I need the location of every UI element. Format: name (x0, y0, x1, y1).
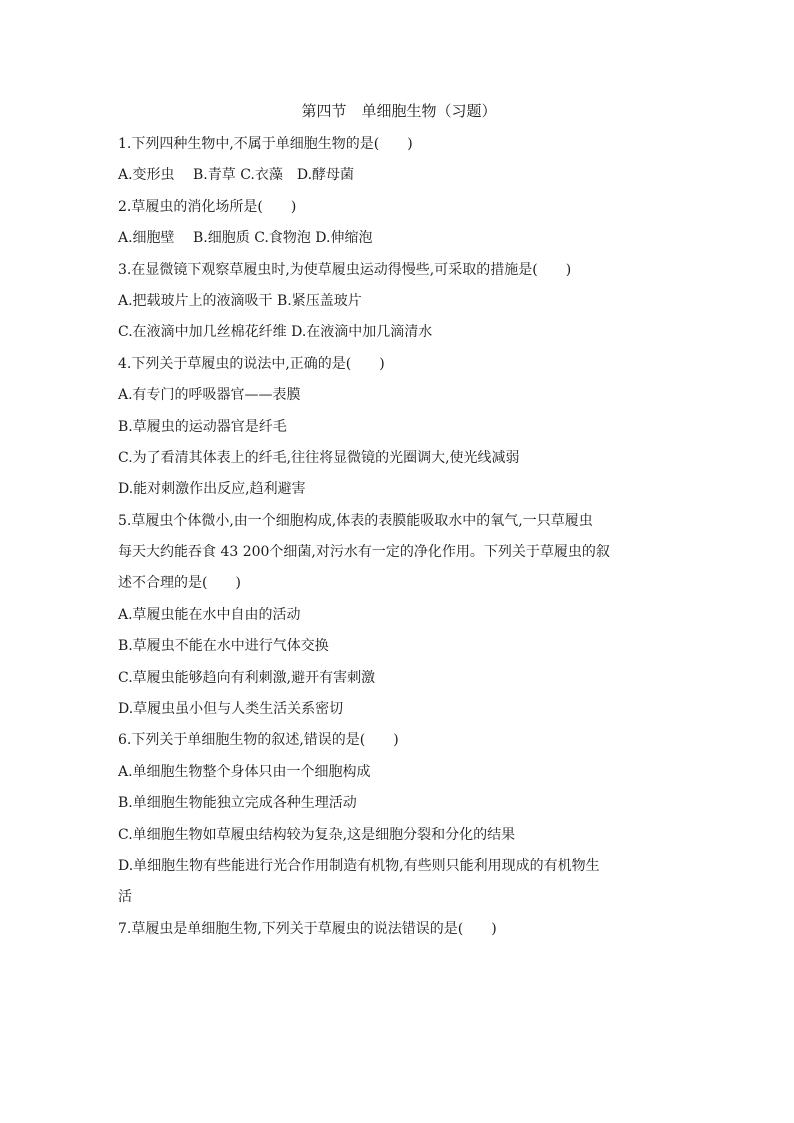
text-line: A.把载玻片上的液滴吸干 B.紧压盖玻片 (118, 292, 362, 309)
text-line: 4.下列关于草履虫的说法中,正确的是( ) (118, 355, 385, 372)
text-line: 每天大约能吞食 43 200个细菌,对污水有一定的净化作用。下列关于草履虫的叙 (118, 544, 610, 561)
text-line: C.单细胞生物如草履虫结构较为复杂,这是细胞分裂和分化的结果 (118, 826, 516, 843)
text-line: 2.草履虫的消化场所是( ) (118, 198, 297, 215)
text-line: D.单细胞生物有些能进行光合作用制造有机物,有些则只能利用现成的有机物生 (118, 857, 600, 874)
page-title: 第四节 单细胞生物（习题） (301, 102, 497, 120)
text-line: 3.在显微镜下观察草履虫时,为使草履虫运动得慢些,可采取的措施是( ) (118, 261, 572, 278)
document-page (118, 98, 680, 945)
text-line: 述不合理的是( ) (118, 575, 241, 592)
text-line: B.草履虫不能在水中进行气体交换 (118, 638, 329, 655)
text-line: A.变形虫 B.青草 C.衣藻 D.酵母菌 (118, 167, 355, 184)
text-line: 7.草履虫是单细胞生物,下列关于草履虫的说法错误的是( ) (118, 920, 497, 937)
text-line: D.草履虫虽小但与人类生活关系密切 (118, 701, 344, 718)
text-line: A.单细胞生物整个身体只由一个细胞构成 (118, 763, 371, 780)
text-line: 1.下列四种生物中,不属于单细胞生物的是( ) (118, 136, 413, 152)
text-line: A.草履虫能在水中自由的活动 (118, 606, 301, 623)
text-line: C.为了看清其体表上的纤毛,往往将显微镜的光圈调大,使光线减弱 (118, 449, 520, 466)
text-line: B.单细胞生物能独立完成各种生理活动 (118, 795, 357, 812)
text-line: C.在液滴中加几丝棉花纤维 D.在液滴中加几滴清水 (118, 324, 433, 341)
text-line: D.能对刺激作出反应,趋利避害 (118, 481, 306, 498)
text-line: 活 (118, 889, 132, 906)
text-line: C.草履虫能够趋向有利刺激,避开有害刺激 (118, 669, 376, 686)
text-line: A.细胞壁 B.细胞质 C.食物泡 D.伸缩泡 (118, 230, 373, 247)
text-line: 5.草履虫个体微小,由一个细胞构成,体表的表膜能吸取水中的氧气,一只草履虫 (118, 512, 593, 529)
text-line: B.草履虫的运动器官是纤毛 (118, 418, 287, 435)
text-line: 6.下列关于单细胞生物的叙述,错误的是( ) (118, 732, 399, 749)
question-lines (118, 129, 680, 945)
text-line: A.有专门的呼吸器官——表膜 (118, 387, 301, 404)
